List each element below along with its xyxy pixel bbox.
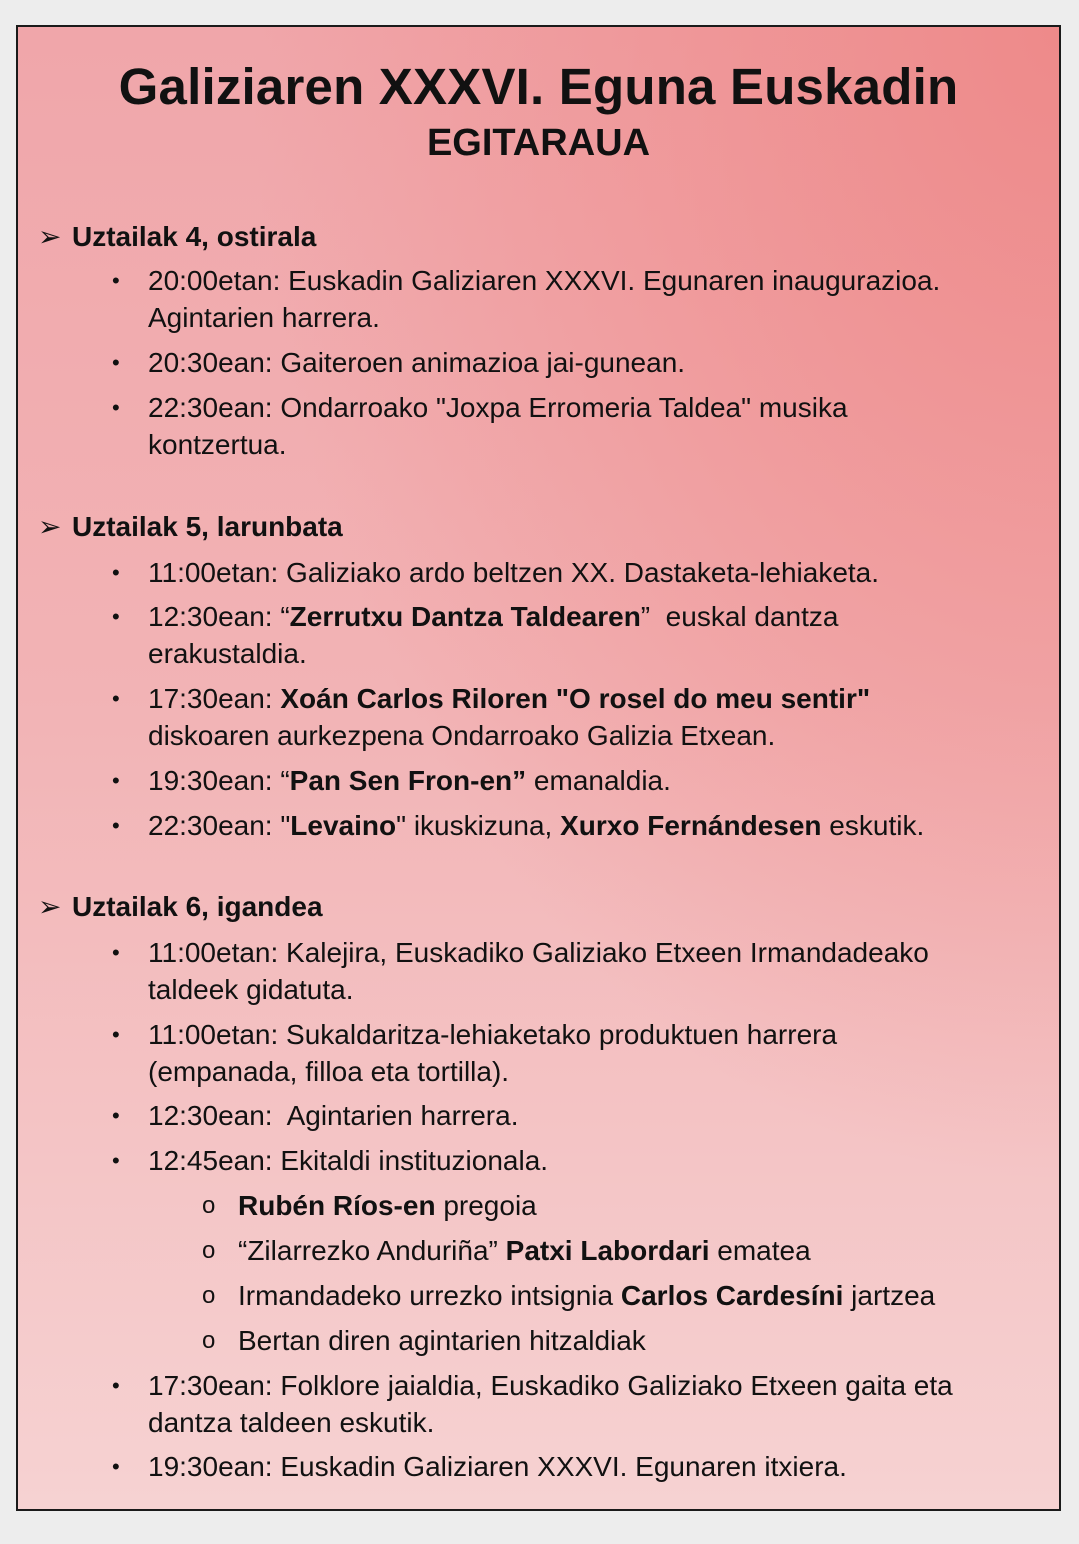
- schedule-item: • 17:30ean: Folklore jaialdia, Euskadiko Galiziako Etxeen gaita eta dantza taldeen eskutik.: [148, 1367, 1038, 1441]
- bullet-icon: •: [112, 1103, 120, 1128]
- bullet-icon: •: [112, 350, 120, 375]
- bullet-icon: •: [112, 813, 120, 838]
- circle-bullet-icon: o: [202, 1237, 216, 1264]
- bullet-icon: •: [112, 1148, 120, 1173]
- schedule-item: • 11:00etan: Kalejira, Euskadiko Galiziako Etxeen Irmandadeako taldeek gidatuta.: [148, 934, 1038, 1008]
- arrow-icon: ➢: [38, 511, 62, 542]
- bullet-icon: •: [112, 1022, 120, 1047]
- bullet-icon: •: [112, 1454, 120, 1479]
- schedule-item: • 17:30ean: Xoán Carlos Riloren "O rosel do meu sentir" diskoaren aurkezpena Ondarroako Galizia Etxean.: [148, 680, 1038, 754]
- schedule-item: • 12:45ean: Ekitaldi instituzionala.: [148, 1142, 1038, 1179]
- schedule-item: • 20:30ean: Gaiteroen animazioa jai-gunean.: [148, 344, 1038, 381]
- sub-item: o “Zilarrezko Anduriña” Patxi Labordari ematea: [238, 1232, 1038, 1269]
- arrow-icon: ➢: [38, 891, 62, 922]
- bullet-icon: •: [112, 686, 120, 711]
- bullet-icon: •: [112, 560, 120, 585]
- schedule-item: • 11:00etan: Sukaldaritza-lehiaketako produktuen harrera (empanada, filloa eta tortilla).: [148, 1016, 1038, 1090]
- bullet-icon: •: [112, 268, 120, 293]
- poster-subtitle: EGITARAUA: [426, 122, 651, 164]
- circle-bullet-icon: o: [202, 1192, 216, 1219]
- sub-item: o Rubén Ríos-en pregoia: [238, 1187, 1038, 1224]
- program-poster: [16, 25, 1061, 1511]
- bullet-icon: •: [112, 395, 120, 420]
- circle-bullet-icon: o: [202, 1282, 216, 1309]
- day-heading-3: ➢ Uztailak 6, igandea: [38, 889, 323, 925]
- schedule-item: • 11:00etan: Galiziako ardo beltzen XX. Dastaketa-lehiaketa.: [148, 554, 1038, 591]
- schedule-item: • 19:30ean: Euskadin Galiziaren XXXVI. Egunaren itxiera.: [148, 1448, 1038, 1485]
- poster-title: Galiziaren XXXVI. Eguna Euskadin: [118, 58, 959, 115]
- schedule-item: • 19:30ean: “Pan Sen Fron-en” emanaldia.: [148, 762, 1038, 799]
- sub-item: o Bertan diren agintarien hitzaldiak: [238, 1322, 1038, 1359]
- schedule-item: • 22:30ean: "Levaino" ikuskizuna, Xurxo Fernándesen eskutik.: [148, 807, 1038, 844]
- day-heading-2: ➢ Uztailak 5, larunbata: [38, 509, 343, 545]
- bullet-icon: •: [112, 604, 120, 629]
- sub-item: o Irmandadeko urrezko intsignia Carlos Cardesíni jartzea: [238, 1277, 1038, 1314]
- bullet-icon: •: [112, 768, 120, 793]
- schedule-item: • 22:30ean: Ondarroako "Joxpa Erromeria Taldea" musika kontzertua.: [148, 389, 1038, 463]
- schedule-item: • 12:30ean: Agintarien harrera.: [148, 1097, 1038, 1134]
- schedule-item: • 20:00etan: Euskadin Galiziaren XXXVI. Egunaren inaugurazioa. Agintarien harrera.: [148, 262, 1038, 336]
- circle-bullet-icon: o: [202, 1327, 216, 1354]
- arrow-icon: ➢: [38, 221, 62, 252]
- bullet-icon: •: [112, 940, 120, 965]
- schedule-item: • 12:30ean: “Zerrutxu Dantza Taldearen” euskal dantza erakustaldia.: [148, 598, 1038, 672]
- day-heading-1: ➢ Uztailak 4, ostirala: [38, 219, 316, 255]
- bullet-icon: •: [112, 1373, 120, 1398]
